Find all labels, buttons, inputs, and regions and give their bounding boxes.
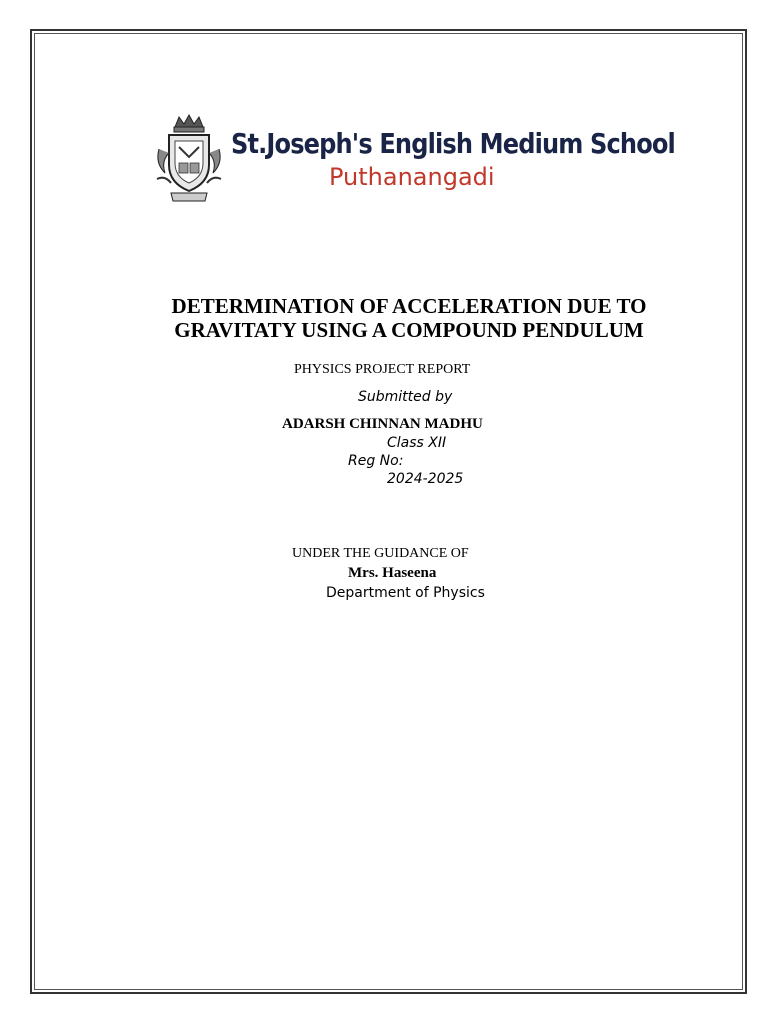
guidance-heading: UNDER THE GUIDANCE OF bbox=[292, 546, 469, 561]
school-crest-icon bbox=[155, 113, 223, 203]
submitted-by-label: Submitted by bbox=[358, 389, 453, 405]
academic-year: 2024-2025 bbox=[387, 471, 464, 487]
reg-no-label: Reg No: bbox=[348, 453, 404, 469]
school-location: Puthanangadi bbox=[329, 163, 495, 191]
school-logo bbox=[155, 113, 675, 205]
project-title-line-1: DETERMINATION OF ACCELERATION DUE TO bbox=[171, 294, 647, 318]
report-type: PHYSICS PROJECT REPORT bbox=[294, 362, 471, 377]
project-title-line-2: GRAVITATY USING A COMPOUND PENDULUM bbox=[174, 318, 644, 342]
teacher-name: Mrs. Haseena bbox=[348, 565, 437, 581]
student-class: Class XII bbox=[387, 435, 447, 451]
department-name: Department of Physics bbox=[326, 585, 485, 601]
school-name: St.Joseph's English Medium School bbox=[231, 127, 675, 160]
student-name: ADARSH CHINNAN MADHU bbox=[282, 416, 483, 432]
